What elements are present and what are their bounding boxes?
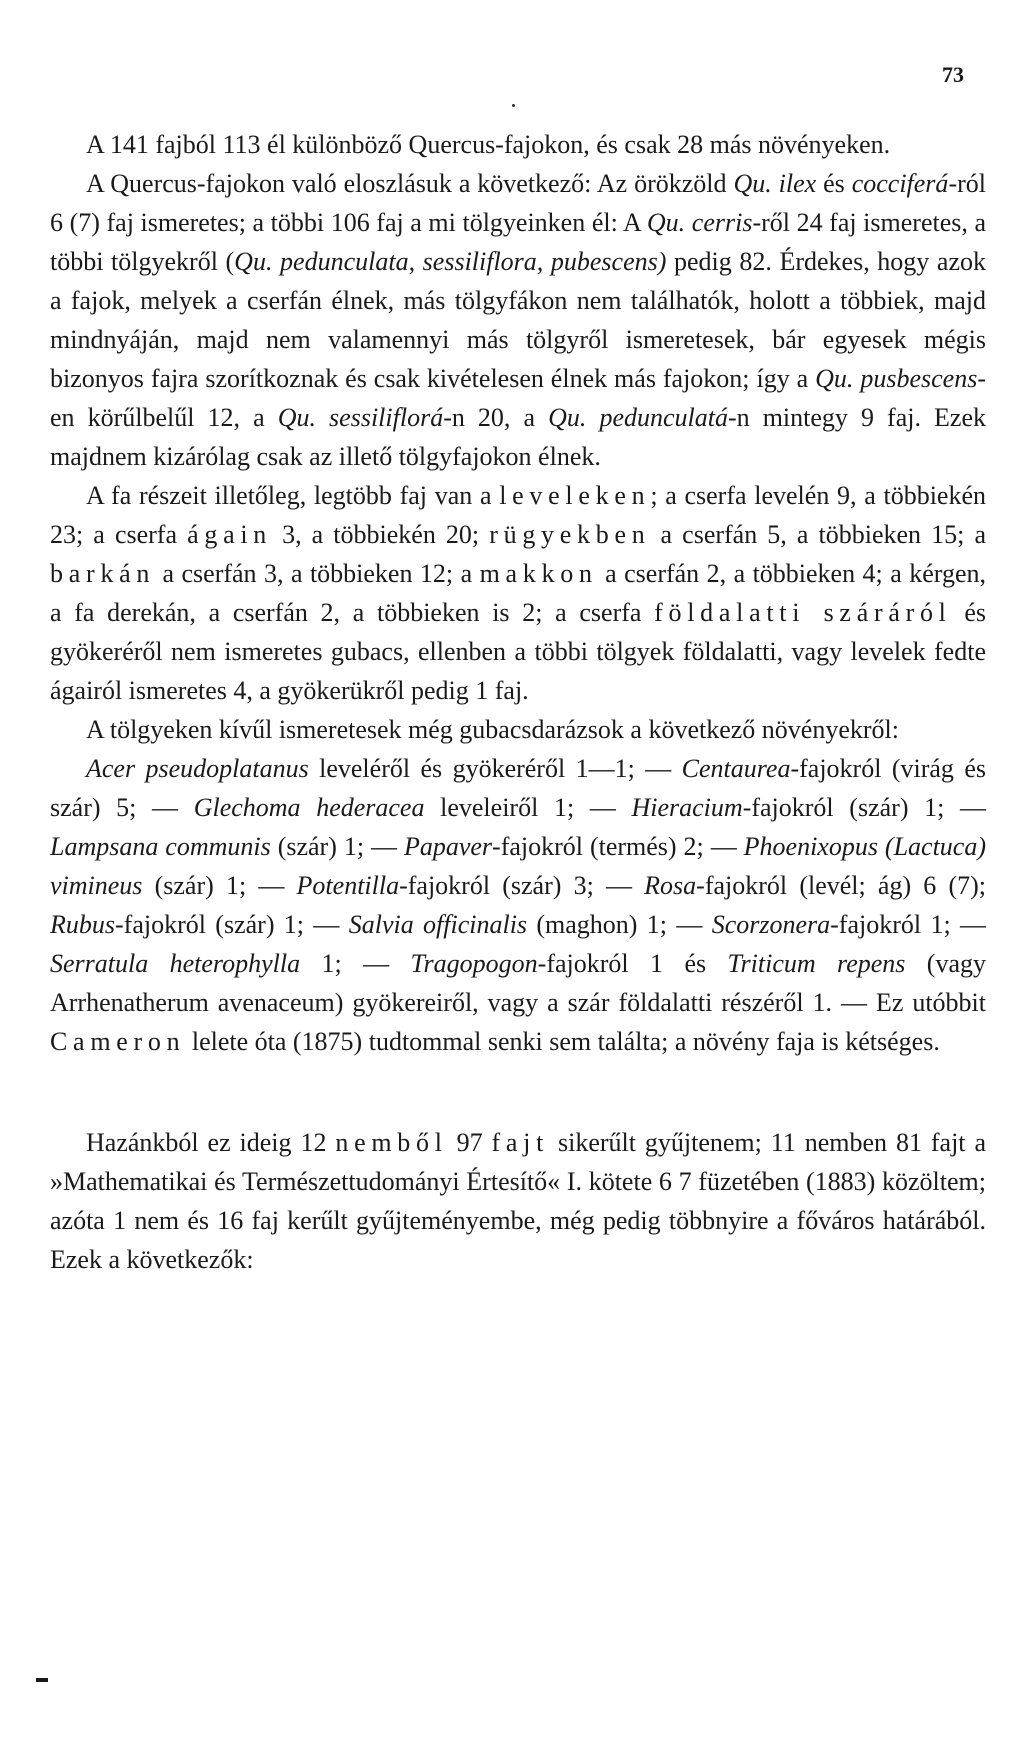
body-text bbox=[50, 125, 986, 1279]
p3-text-c: ; a cserfa levelén 9, a többiekén 23; a cserfa bbox=[50, 481, 986, 549]
p5-text-h: -fajokról (szár) 1; — bbox=[742, 793, 986, 822]
p5-text-ab: -fajokról 1 és bbox=[537, 949, 728, 978]
p2-species-pubescens: Qu. pusbescens bbox=[815, 364, 978, 393]
species-potentilla: Potentilla bbox=[296, 871, 400, 900]
p5-text-f: leveleiről 1; — bbox=[424, 793, 632, 822]
p2-text-a: A Quercus-fajokon való eloszlásuk a következő: Az örökzöld bbox=[86, 169, 734, 198]
p3-spaced-leveleken: leveleken bbox=[499, 481, 651, 510]
p2-species-pedunculata: Qu. pedunculatá bbox=[548, 403, 728, 432]
species-rosa: Rosa bbox=[644, 871, 697, 900]
p5-text-n: (szár) 1; — bbox=[142, 871, 297, 900]
species-triticum: Triticum repens bbox=[727, 949, 906, 978]
species-centaurea: Centaurea bbox=[681, 754, 791, 783]
p3-text-k: a cserfán 2, a többieken 4; a kérgen, a fa derekán, a cserfán 2, a többieken is 2; a cserfa bbox=[50, 559, 986, 627]
species-phoenixopus: Phoenixopus (Lactuca) vimineus bbox=[50, 832, 986, 900]
p2-species-ilex: Qu. ilex bbox=[733, 169, 817, 198]
p2-text-i: pedig 82. Érdekes, hogy azok a fajok, melyek a cserfán élnek, más tölgyfákon nem találhatók, holott a többiek, majd mindnyáján, majd nem valamennyi más tölgyről ismeretesek, bár egyesek mégis bizonyos fajra szorítkoznak és csak kivételesen élnek más fajokon; így a bbox=[50, 247, 986, 393]
p5-text-af: lelete óta (1875) tudtommal senki sem találta; a növény faja is kétséges. bbox=[185, 1027, 940, 1056]
p5-text-p: -fajokról (szár) 3; — bbox=[399, 871, 645, 900]
p2-species-sessiliflora: Qu. sessiliflorá bbox=[277, 403, 444, 432]
paragraph-1 bbox=[50, 125, 986, 164]
p3-spaced-makkon: makkon bbox=[479, 559, 598, 588]
p1-text: A 141 fajból 113 él különböző Quercus-fajokon, és csak 28 más növényeken. bbox=[86, 130, 891, 159]
p3-text-e: 3, a többiekén 20; bbox=[272, 520, 490, 549]
margin-mark bbox=[36, 1678, 48, 1682]
p2-species-cerris: Qu. cerris bbox=[646, 208, 753, 237]
p3-spaced-again: ágain bbox=[187, 520, 272, 549]
p5-text-r: -fajokról (levél; ág) 6 (7); bbox=[696, 871, 986, 900]
paragraph-6 bbox=[50, 1123, 986, 1279]
p3-text-m: és gyökeréről nem ismeretes gubacs, ellenben a többi tölgyek földalatti, vagy levelek fedte ágairól ismeretes 4, a gyökerükről pedig 1 faj. bbox=[50, 598, 986, 705]
species-papaver: Papaver bbox=[403, 832, 493, 861]
p5-text-l: -fajokról (termés) 2; — bbox=[492, 832, 744, 861]
p2-text-e: -ról 6 (7) faj ismeretes; a többi 106 faj a mi tölgyeinken él: A bbox=[50, 169, 986, 237]
p2-text-k: -en körűlbelűl 12, a bbox=[50, 364, 986, 432]
p5-text-x: -fajokról 1; — bbox=[830, 910, 986, 939]
p2-species-list: Qu. pedunculata, sessiliflora, pubescens) bbox=[234, 247, 667, 276]
p2-text-g: -ről 24 faj ismeretes, a többi tölgyekről ( bbox=[50, 208, 986, 276]
species-rubus: Rubus bbox=[50, 910, 115, 939]
p3-text-g: a cserfán 5, a többieken 15; a bbox=[650, 520, 986, 549]
paragraph-5-species-list bbox=[50, 749, 986, 1061]
p5-text-ad: (vagy Arrhenatherum avenaceum) gyökereiről, vagy a szár földalatti részéről 1. — Ez utóbbit bbox=[50, 949, 987, 1017]
p2-text-c: és bbox=[816, 169, 852, 198]
p6-spaced-fajt: fajt bbox=[491, 1128, 550, 1157]
species-acer: Acer pseudoplatanus bbox=[86, 754, 309, 783]
p2-species-coccifera: cocciferá bbox=[851, 169, 949, 198]
paragraph-4 bbox=[50, 710, 986, 749]
paragraph-3 bbox=[50, 476, 986, 710]
p5-text-v: (maghon) 1; — bbox=[527, 910, 712, 939]
p5-text-t: -fajokról (szár) 1; — bbox=[115, 910, 349, 939]
print-speck bbox=[512, 104, 515, 107]
p6-text-c: 97 bbox=[447, 1128, 492, 1157]
species-lampsana: Lampsana communis bbox=[50, 832, 271, 861]
species-salvia: Salvia officinalis bbox=[348, 910, 528, 939]
species-hieracium: Hieracium bbox=[631, 793, 743, 822]
species-glechoma: Glechoma hederacea bbox=[193, 793, 425, 822]
p4-text: A tölgyeken kívűl ismeretesek még gubacsdarázsok a következő növényekről: bbox=[86, 715, 899, 744]
species-scorzonera: Scorzonera bbox=[711, 910, 831, 939]
author-cameron: Cameron bbox=[50, 1027, 186, 1056]
p3-text-i: a cserfán 3, a többieken 12; a bbox=[155, 559, 480, 588]
p5-text-j: (szár) 1; — bbox=[270, 832, 404, 861]
p3-text-a: A fa részeit illetőleg, legtöbb faj van a bbox=[86, 481, 500, 510]
p6-spaced-nembol: nemből bbox=[335, 1128, 448, 1157]
p3-spaced-rugyekben: rügyekben bbox=[489, 520, 651, 549]
p3-spaced-barkan: barkán bbox=[50, 559, 156, 588]
species-tragopogon: Tragopogon bbox=[410, 949, 538, 978]
p5-text-b: leveléről és gyökeréről 1—1; — bbox=[308, 754, 682, 783]
p2-text-o: -n mintegy 9 faj. Ezek majdnem kizárólag csak az illető tölgyfajokon élnek. bbox=[50, 403, 986, 471]
p5-text-z: 1; — bbox=[300, 949, 411, 978]
p3-spaced-foldalatti: földalatti száráról bbox=[654, 598, 952, 627]
p6-text-a: Hazánkból ez ideig 12 bbox=[86, 1128, 336, 1157]
page-number: 73 bbox=[942, 62, 964, 87]
p5-text-d: -fajokról (virág és szár) 5; — bbox=[50, 754, 986, 822]
paragraph-2 bbox=[50, 164, 986, 476]
p2-text-m: -n 20, a bbox=[443, 403, 549, 432]
species-serratula: Serratula heterophylla bbox=[50, 949, 301, 978]
p6-text-e: sikerűlt gyűjtenem; 11 nemben 81 fajt a »Mathematikai és Természettudományi Értesítő« I. kötete 6 7 füzetében (1883) közöltem; azóta 1 nem és 16 faj kerűlt gyűjteményembe, még pedig többnyire a főváros határából. Ezek a következők: bbox=[50, 1128, 986, 1274]
